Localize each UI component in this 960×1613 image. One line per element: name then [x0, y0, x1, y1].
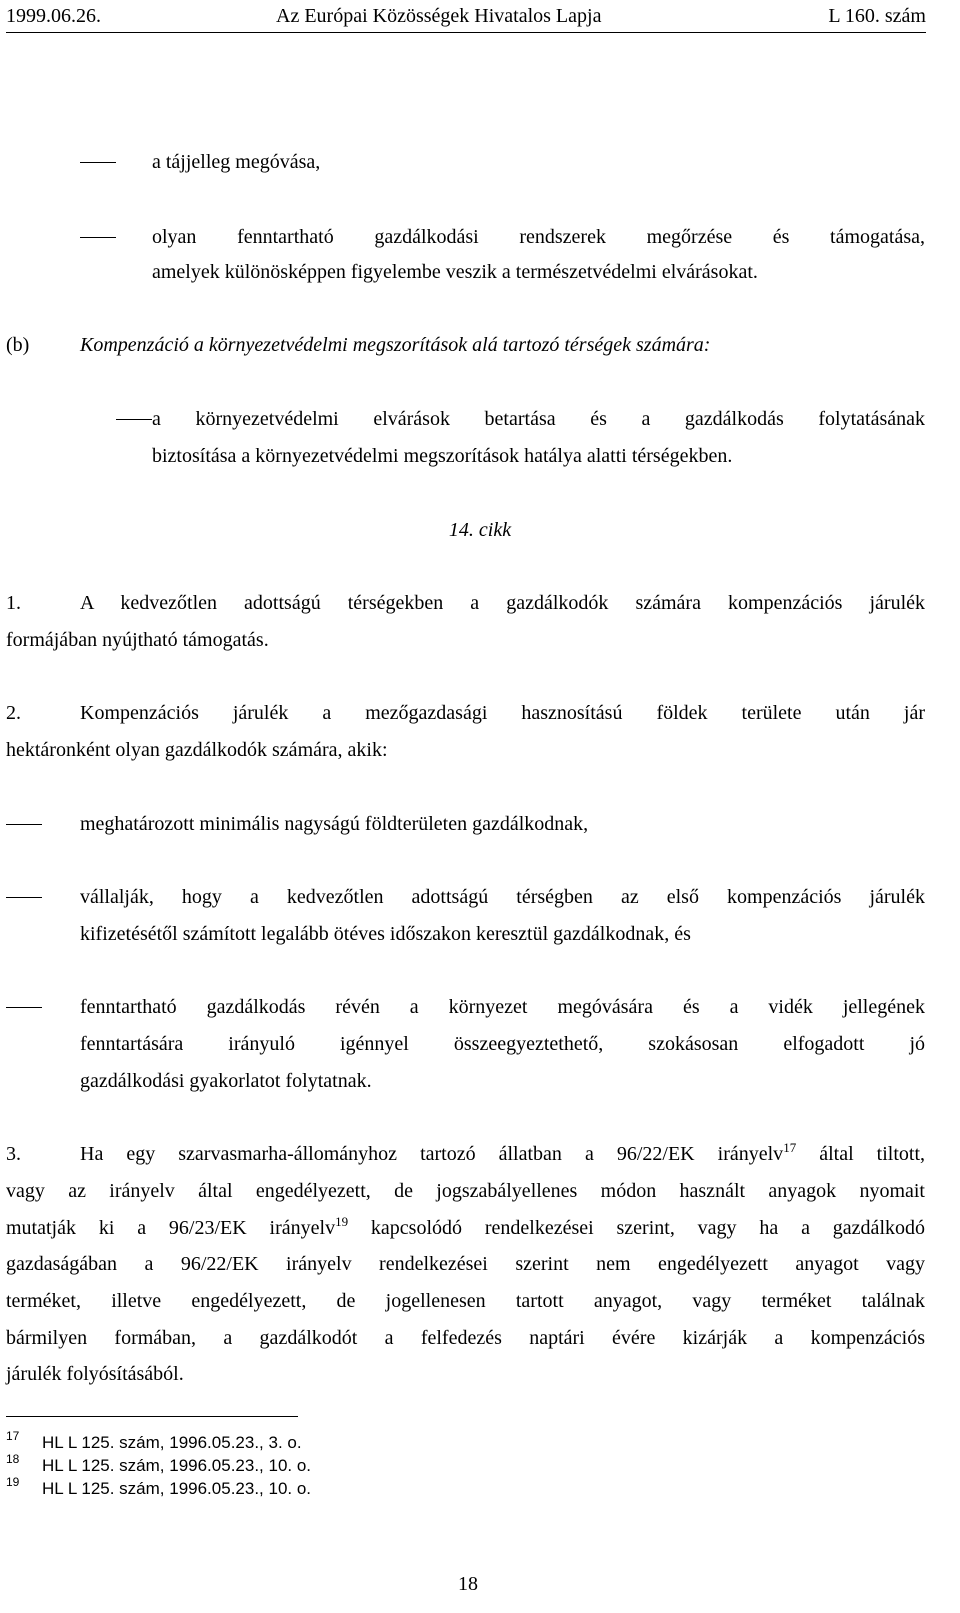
condition-line: kifizetésétől számított legalább ötéves időszakon keresztül gazdálkodnak, és [80, 923, 691, 945]
paragraph-number: 1. [6, 592, 21, 614]
paragraph-line: Kompenzációs járulék a mezőgazdasági hasznosítású földek területe után jár [80, 702, 925, 724]
paragraph-line [80, 1142, 925, 1166]
footnote-ref-19[interactable]: 19 [335, 1214, 349, 1229]
list-dash [80, 162, 116, 163]
header-journal-title: Az Európai Közösségek Hivatalos Lapja [276, 5, 602, 27]
footnote-number: 18 [6, 1452, 20, 1466]
paragraph-line: vagy az irányelv által engedélyezett, de jogszabályellenes módon használt anyagok nyomait [6, 1180, 925, 1202]
list-item-line: biztosítása a környezetvédelmi megszorítások hatálya alatti térségekben. [152, 445, 733, 467]
list-item-line: amelyek különösképpen figyelembe veszik a természetvédelmi elvárásokat. [152, 261, 758, 283]
footnote-text: HL L 125. szám, 1996.05.23., 10. o. [42, 1456, 312, 1475]
header-date: 1999.06.26. [6, 5, 101, 27]
condition-line: fenntartható gazdálkodás révén a környezet megóvására és a vidék jellegének [80, 996, 925, 1018]
list-dash [6, 897, 42, 898]
paragraph-line: hektáronként olyan gazdálkodók számára, akik: [6, 739, 388, 761]
page-number: 18 [458, 1573, 478, 1595]
condition-line: vállalják, hogy a kedvezőtlen adottságú térségben az első kompenzációs járulék [80, 886, 925, 908]
paragraph-line: bármilyen formában, a gazdálkodót a felfedezés naptári évére kizárják a kompenzációs [6, 1327, 925, 1349]
list-dash [6, 824, 42, 825]
footnote-text: HL L 125. szám, 1996.05.23., 3. o. [42, 1433, 302, 1452]
section-label: (b) [6, 334, 30, 356]
footnote-ref-17[interactable]: 17 [783, 1140, 797, 1155]
paragraph-text: mutatják ki a 96/23/EK irányelv [6, 1217, 336, 1239]
condition-line: fenntartására irányuló igénnyel összeegyeztethető, szokásosan elfogadott jó [80, 1033, 925, 1055]
page-header [6, 2, 926, 33]
paragraph-number: 3. [6, 1143, 21, 1165]
paragraph-line: A kedvezőtlen adottságú térségekben a gazdálkodók számára kompenzációs járulék [80, 592, 925, 614]
list-item-line: a tájjelleg megóvása, [152, 151, 321, 173]
list-dash [6, 1007, 42, 1008]
list-dash [116, 419, 152, 420]
paragraph-number: 2. [6, 702, 21, 724]
footnote-number: 17 [6, 1429, 20, 1443]
condition-line: gazdálkodási gyakorlatot folytatnak. [80, 1070, 372, 1092]
paragraph-line: formájában nyújtható támogatás. [6, 629, 269, 651]
footnote-number: 19 [6, 1475, 20, 1489]
paragraph-line [6, 1216, 925, 1240]
paragraph-text: Ha egy szarvasmarha-állományhoz tartozó állatban a 96/22/EK irányelv [80, 1143, 784, 1165]
article-title: 14. cikk [448, 519, 512, 541]
paragraph-line: járulék folyósításából. [6, 1363, 184, 1385]
paragraph-text: kapcsolódó rendelkezései szerint, vagy ha a gazdálkodó [348, 1217, 925, 1239]
list-item-line: olyan fenntartható gazdálkodási rendszerek megőrzése és támogatása, [152, 226, 925, 248]
list-dash [80, 237, 116, 238]
condition-line: meghatározott minimális nagyságú földterületen gazdálkodnak, [80, 813, 589, 835]
paragraph-text: által tiltott, [796, 1143, 926, 1165]
paragraph-line: terméket, illetve engedélyezett, de jogellenesen tartott anyagot, vagy terméket találnak [6, 1290, 925, 1312]
list-item-line: a környezetvédelmi elvárások betartása és a gazdálkodás folytatásának [152, 408, 925, 430]
footnote-text: HL L 125. szám, 1996.05.23., 10. o. [42, 1479, 312, 1498]
footnote-separator [6, 1416, 298, 1417]
section-heading: Kompenzáció a környezetvédelmi megszorítások alá tartozó térségek számára: [80, 334, 711, 356]
paragraph-line: gazdaságában a 96/22/EK irányelv rendelkezései szerint nem engedélyezett anyagot vagy [6, 1253, 925, 1275]
header-issue: L 160. szám [828, 5, 926, 27]
